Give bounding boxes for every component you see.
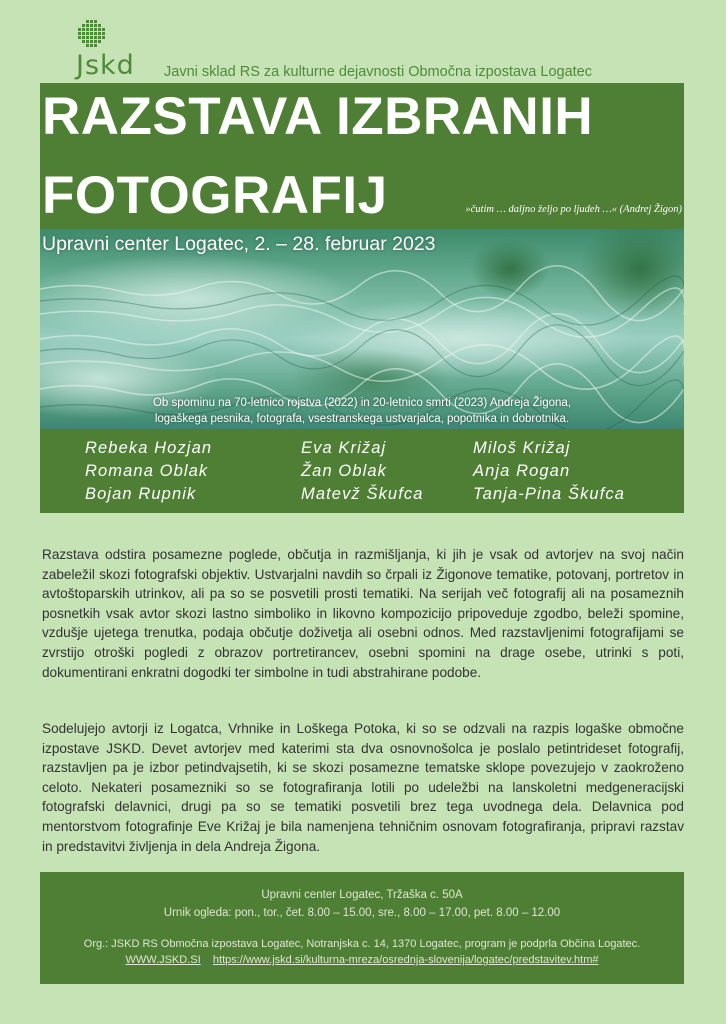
dedication-caption — [40, 395, 684, 427]
jskd-logo — [76, 20, 156, 82]
author-name: Miloš Križaj — [473, 439, 571, 457]
footer-address: Upravni center Logatec, Tržaška c. 50A — [261, 889, 463, 901]
jskd-logatec-page-link[interactable]: https://www.jskd.si/kulturna-mreza/osrednja-slovenija/logatec/predstavitev.htm# — [212, 954, 599, 966]
author-name: Rebeka Hozjan — [85, 439, 213, 457]
author-name: Žan Oblak — [301, 462, 388, 480]
authors-band — [40, 429, 684, 513]
logo-text: Jskd — [76, 50, 135, 81]
jskd-website-link[interactable]: WWW.JSKD.SI — [125, 954, 201, 966]
author-name: Matevž Škufca — [301, 485, 424, 503]
author-name: Eva Križaj — [301, 439, 387, 457]
logo-grid-icon — [78, 20, 106, 48]
footer-links — [40, 954, 684, 966]
title-banner — [40, 83, 684, 229]
water-photo — [40, 229, 684, 429]
title-line-2: FOTOGRAFIJ — [42, 166, 388, 225]
author-name: Anja Rogan — [473, 462, 571, 480]
footer-opening-hours: Urnik ogleda: pon., tor., čet. 8.00 – 15.00, sre., 8.00 – 17.00, pet. 8.00 – 12.00 — [163, 907, 561, 919]
organization-line: Javni sklad RS za kulturne dejavnosti Območna izpostava Logatec — [164, 64, 592, 80]
caption-line-2: logaškega pesnika, fotografa, vsestranskega ustvarjalca, popotnika in dobrotnika. — [154, 413, 570, 425]
footer-organizer: Org.: JSKD RS Območna izpostava Logatec, Notranjska c. 14, 1370 Logatec, program je podprla Občina Logatec. — [83, 938, 641, 950]
footer-info-band — [40, 872, 684, 984]
author-name: Romana Oblak — [85, 462, 209, 480]
author-name: Tanja-Pina Škufca — [473, 485, 626, 503]
title-line-1: RAZSTAVA IZBRANIH — [42, 87, 594, 146]
description-paragraph-1: Razstava odstira posamezne poglede, občutja in razmišljanja, ki jih je vsak od avtorjev na svoj način zabeležil skozi fotografski objektiv. Ustvarjalni navdih so črpali iz Žigonove tematike, potovanj, portretov in avtoštoparskih utrinkov, ali pa so se posvetili prosti tematiki. Na serijah več fotografij ali na posameznih posnetkih vsak avtor skozi lastno simboliko in likovno kompozicijo pripoveduje zgodbo, beleži spomine, vzdušje ujetega trenutka, podaja občutje doživetja ali osebni odnos. Med razstavljenimi fotografijami se zvrstijo otroški pogledi z obrazov portretirancev, osebni spomini na drage osebe, utrinki s poti, dokumentirani enkratni dogodki ter simbolne in tudi abstrahirane podobe. — [42, 547, 684, 680]
exhibition-location-date: Upravni center Logatec, 2. – 28. februar 2023 — [42, 233, 436, 255]
description-paragraph-2: Sodelujejo avtorji iz Logatca, Vrhnike in Loškega Potoka, ki so se odzvali na razpis logaške območne izpostave JSKD. Devet avtorjev med katerimi sta dva osnovnošolca je poslalo petintrideset fotografij, razstavljen pa je izbor petindvajsetih, ki se skozi posamezne tematske sklope povezujejo v zaokroženo celoto. Nekateri posamezniki so se fotografiranja lotili po udeležbi na lanskoletni medgeneracijski fotografski delavnici, drugi pa so se tematiki posvetili brez tega uvodnega dela. Delavnica pod mentorstvom fotografinje Eve Križaj je bila namenjena tehničnim osnovam fotografiranja, pripravi razstav in predstavitvi življenja in dela Andreja Žigona. — [42, 721, 684, 854]
author-name: Bojan Rupnik — [85, 485, 197, 503]
caption-line-1: Ob spominu na 70-letnico rojstva (2022) in 20-letnico smrti (2023) Andreja Žigona, — [152, 397, 572, 409]
quote: »čutim … daljno željo po ljudeh …« (Andrej Žigon) — [465, 204, 682, 215]
